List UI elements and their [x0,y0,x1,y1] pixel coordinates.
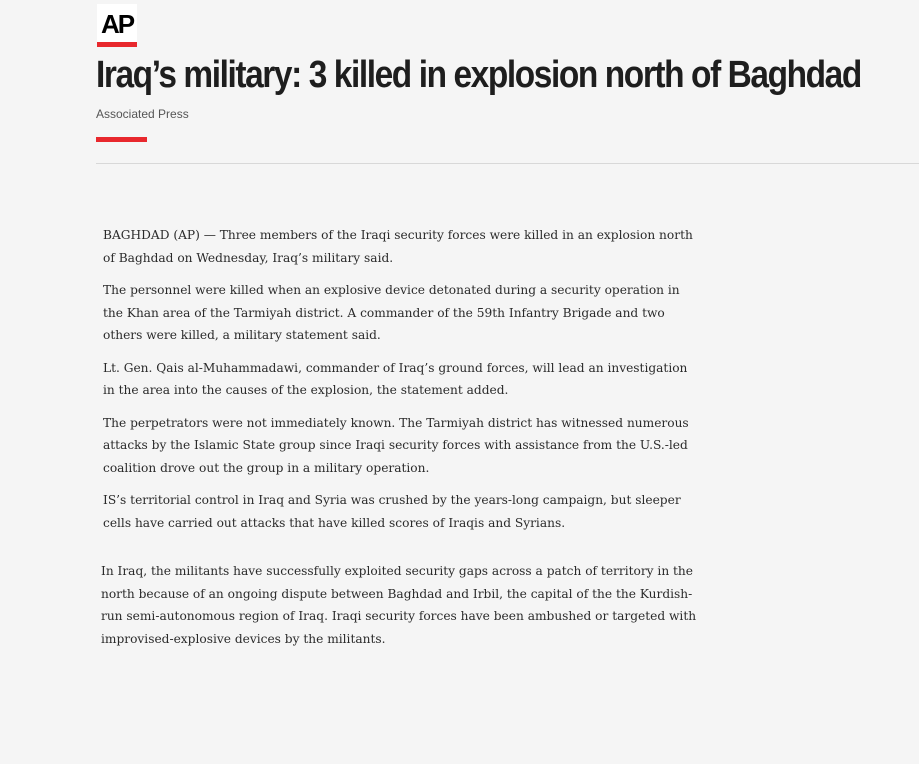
article-byline: Associated Press [96,107,189,121]
article-paragraph: BAGHDAD (AP) — Three members of the Iraqi security forces were killed in an explosion north of Baghdad on Wednesday, Iraq’s military said. [103,228,693,265]
logo-accent-bar [97,42,137,47]
article-paragraph: The personnel were killed when an explosive device detonated during a security operation in the Khan area of the Tarmiyah district. A commander of the 59th Infantry Brigade and two others were killed, a military statement said. [103,283,680,342]
byline-accent-bar [96,137,147,142]
article-headline: Iraq’s military: 3 killed in explosion north of Baghdad [96,54,861,96]
ap-logo-text: AP [100,9,134,39]
article-body [103,224,703,660]
article-paragraph: IS’s territorial control in Iraq and Syria was crushed by the years-long campaign, but sleeper cells have carried out attacks that have killed scores of Iraqis and Syrians. [103,493,681,530]
article-paragraph: Lt. Gen. Qais al-Muhammadawi, commander of Iraq’s ground forces, will lead an investigation in the area into the causes of the explosion, the statement added. [103,360,688,397]
ap-logo[interactable] [97,4,137,42]
header-divider [96,163,919,164]
article-paragraph: In Iraq, the militants have successfully exploited security gaps across a patch of territory in the north because of an ongoing dispute between Baghdad and Irbil, the capital of the the Kurdish-run semi-autonomous region of Iraq. Iraqi security forces have been ambushed or targeted with improvised-explosive devices by the militants. [101,564,697,646]
article-paragraph: The perpetrators were not immediately known. The Tarmiyah district has witnessed numerous attacks by the Islamic State group since Iraqi security forces with assistance from the U.S.-led coalition drove out the group in a military operation. [103,415,689,475]
